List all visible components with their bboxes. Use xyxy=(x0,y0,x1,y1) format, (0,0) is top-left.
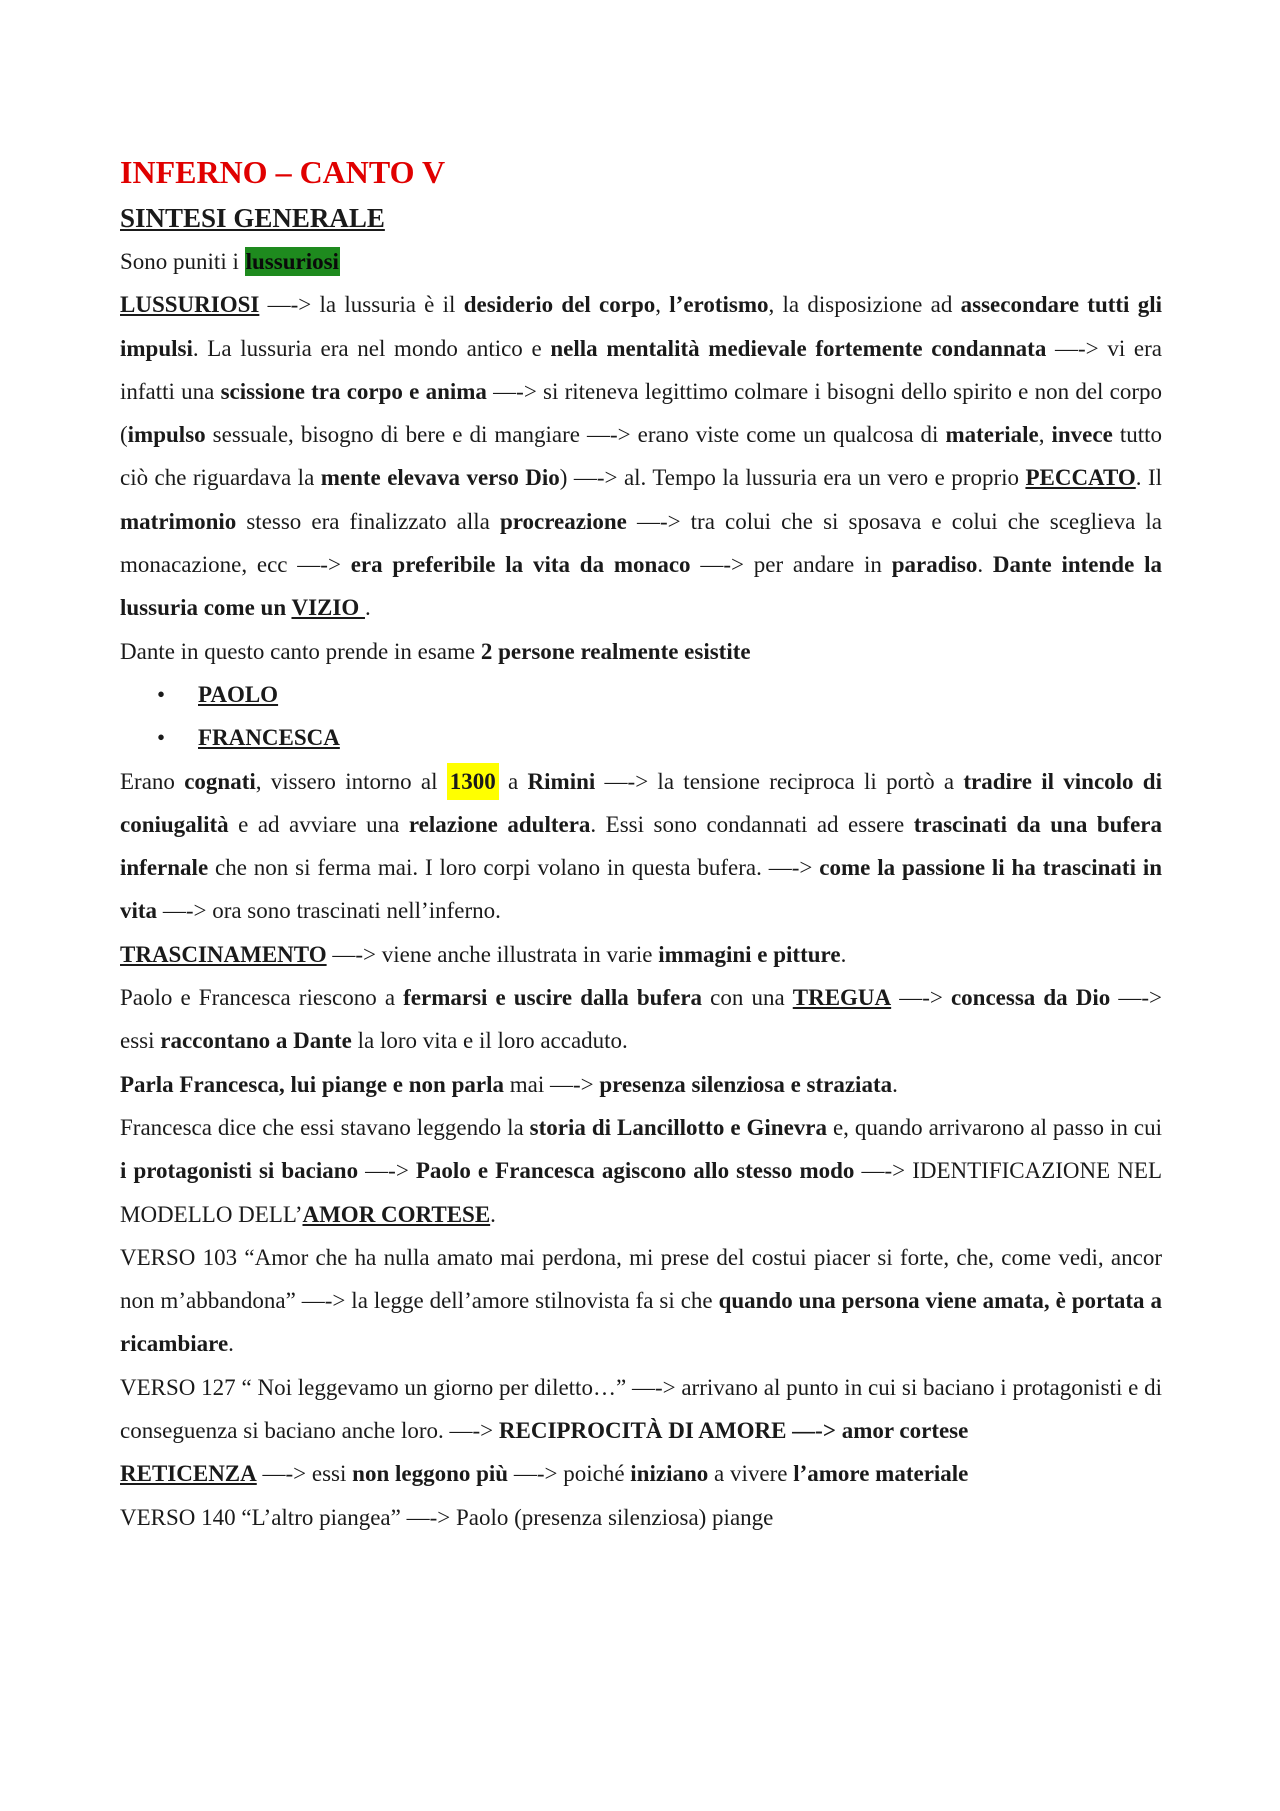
paragraph-lancillotto: Francesca dice che essi stavano leggendo la storia di Lancillotto e Ginevra e, quando arrivarono al passo in cui i protagonisti si baciano —-> Paolo e Francesca agiscono allo stesso modo —-> IDENTIFICAZIONE NEL MODELLO DELL’AMOR CORTESE. xyxy=(120,1114,1162,1227)
paragraph-francesca-parla: Parla Francesca, lui piange e non parla mai —-> presenza silenziosa e straziata. xyxy=(120,1071,898,1097)
document-page xyxy=(120,150,1162,1539)
paragraph-intro xyxy=(120,240,1162,283)
underlined-term: VIZIO xyxy=(291,595,365,621)
text-span: Sono puniti i xyxy=(120,249,245,274)
underlined-term: RETICENZA xyxy=(120,1461,257,1487)
paragraph-verso-103: VERSO 103 “Amor che ha nulla amato mai perdona, mi prese del costui piacer si forte, che, come vedi, ancor non m’abbandona” —-> la legge dell’amore stilnovista fa si che quando una persona viene amata, è portata a ricambiare. xyxy=(120,1244,1162,1357)
paragraph-lussuriosi: LUSSURIOSI —-> la lussuria è il desiderio del corpo, l’erotismo, la disposizione ad assecondare tutti gli impulsi. La lussuria era nel mondo antico e nella mentalità medievale fortemente condannata —-> vi era infatti una scissione tra corpo e anima —-> si riteneva legittimo colmare i bisogni dello spirito e non del corpo (impulso sessuale, bisogno di bere e di mangiare —-> erano viste come un qualcosa di materiale, invece tutto ciò che riguardava la mente elevava verso Dio) —-> al. Tempo la lussuria era un vero e proprio PECCATO. Il matrimonio stesso era finalizzato alla procreazione —-> tra colui che si sposava e colui che sceglieva la monacazione, ecc —-> era preferibile la vita da monaco —-> per andare in paradiso. Dante intende la lussuria come un VIZIO . xyxy=(120,292,1163,621)
list-item: • PAOLO xyxy=(157,673,1162,716)
paragraph-cognati: Erano cognati, vissero intorno al 1300 a Rimini —-> la tensione reciproca li portò a tradire il vincolo di coniugalità e ad avviare una relazione adultera. Essi sono condannati ad essere trascinati da una bufera infernale che non si ferma mai. I loro corpi volano in questa bufera. —-> come la passione li ha trascinati in vita —-> ora sono trascinati nell’inferno. xyxy=(120,760,1162,933)
bullet-list xyxy=(120,673,1162,760)
underlined-term: AMOR CORTESE xyxy=(302,1201,491,1227)
underlined-term: TRASCINAMENTO xyxy=(120,941,327,967)
paragraph-trascinamento: TRASCINAMENTO —-> viene anche illustrata in varie immagini e pitture. xyxy=(120,941,847,967)
paragraph-reticenza: RETICENZA —-> essi non leggono più —-> poiché iniziano a vivere l’amore materiale xyxy=(120,1461,969,1487)
document-title: INFERNO – CANTO V xyxy=(120,154,446,190)
section-heading: SINTESI GENERALE xyxy=(120,203,385,233)
underlined-term: TREGUA xyxy=(792,985,892,1011)
highlighted-year: 1300 xyxy=(447,763,499,800)
underlined-term: PECCATO xyxy=(1025,465,1136,491)
paragraph-verso-140: VERSO 140 “L’altro piangea” —-> Paolo (presenza silenziosa) piange xyxy=(120,1504,774,1530)
paragraph-tregua: Paolo e Francesca riescono a fermarsi e uscire dalla bufera con una TREGUA —-> concessa da Dio —-> essi raccontano a Dante la loro vita e il loro accaduto. xyxy=(120,985,1162,1054)
paragraph-verso-127: VERSO 127 “ Noi leggevamo un giorno per diletto…” —-> arrivano al punto in cui si baciano i protagonisti e di conseguenza si baciano anche loro. —-> RECIPROCITÀ DI AMORE —-> amor cortese xyxy=(120,1374,1162,1444)
paragraph-persone: Dante in questo canto prende in esame 2 persone realmente esistite xyxy=(120,638,751,664)
underlined-term: LUSSURIOSI xyxy=(120,292,260,318)
highlighted-term: lussuriosi xyxy=(245,249,339,274)
list-item: • FRANCESCA xyxy=(157,716,1162,759)
